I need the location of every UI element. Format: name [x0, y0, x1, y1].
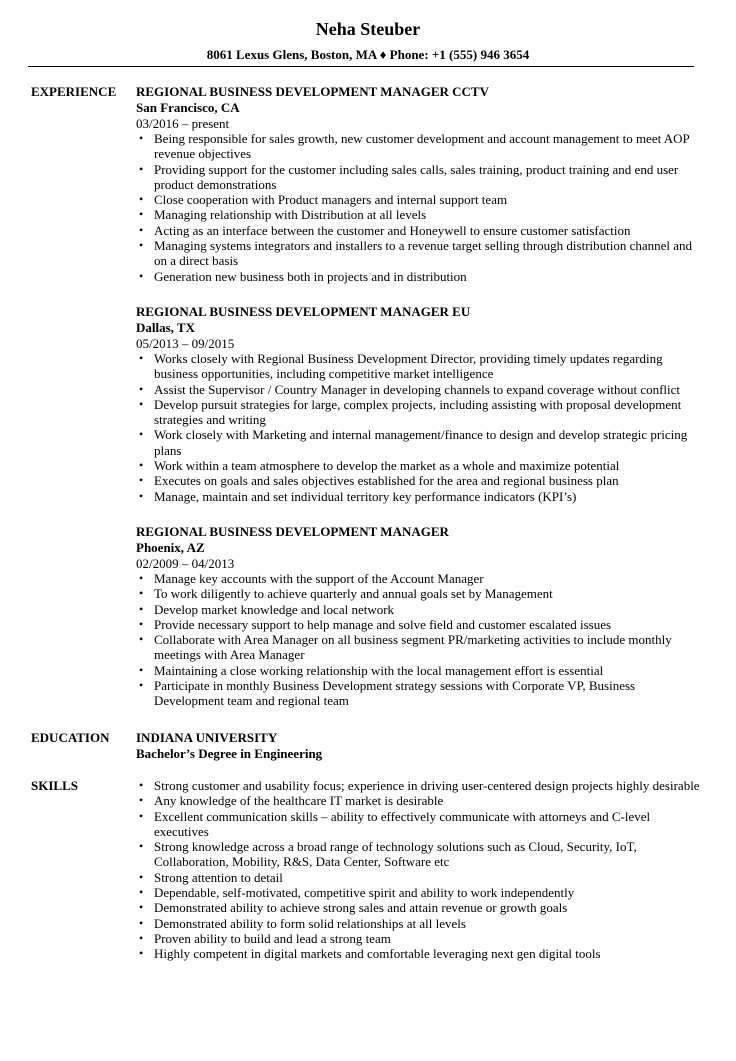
bullet-text: Demonstrated ability to achieve strong sales and attain revenue or growth goals — [154, 900, 568, 916]
bullet-text: Assist the Supervisor / Country Manager in developing channels to expand coverage without conflict — [154, 381, 681, 397]
bullet-text: Manage, maintain and set individual territory key performance indicators (KPI’s) — [154, 488, 577, 504]
list-item — [136, 617, 704, 632]
bullet-icon: • — [139, 268, 144, 283]
bullet-text: Acting as an interface between the customer and Honeywell to ensure customer satisfaction — [154, 222, 631, 238]
skills-bullet-list — [136, 778, 704, 962]
skills-entry — [136, 778, 704, 962]
bullet-text: Dependable, self-motivated, competitive spirit and ability to work independently — [154, 885, 575, 901]
bullet-icon: • — [139, 915, 144, 930]
bullet-icon: • — [139, 808, 144, 823]
education-heading: EDUCATION — [31, 730, 110, 745]
bullet-icon: • — [139, 161, 144, 176]
list-item — [136, 678, 704, 709]
list-item — [136, 269, 704, 284]
bullet-text: Highly competent in digital markets and comfortable leveraging next gen digital tools — [154, 946, 601, 962]
bullet-text: Providing support for the customer including sales calls, sales training, product training and end user product demonstrations — [154, 161, 679, 192]
list-item — [136, 207, 704, 222]
bullet-text: Participate in monthly Business Development strategy sessions with Corporate VP, Business Development team and regional team — [154, 678, 636, 709]
job-bullet-list — [136, 131, 704, 284]
bullet-icon: • — [139, 662, 144, 677]
bullet-icon: • — [139, 396, 144, 411]
bullet-text: Strong customer and usability focus; experience in driving user-centered design projects highly desirable — [154, 778, 700, 793]
bullet-text: Work within a team atmosphere to develop the market as a whole and maximize potential — [154, 458, 620, 474]
bullet-icon: • — [139, 427, 144, 442]
job-entry — [136, 84, 704, 284]
bullet-icon: • — [139, 131, 144, 145]
bullet-icon: • — [139, 632, 144, 647]
bullet-icon: • — [139, 839, 144, 854]
list-item — [136, 238, 704, 269]
bullet-icon: • — [139, 458, 144, 473]
list-item — [136, 382, 704, 397]
job-bullet-list — [136, 351, 704, 504]
bullet-text: Collaborate with Area Manager on all business segment PR/marketing activities to include monthly meetings with Area Manager — [154, 632, 672, 663]
list-item — [136, 131, 704, 162]
bullet-icon: • — [139, 900, 144, 915]
bullet-text: Excellent communication skills – ability to effectively communicate with attorneys and C-level executives — [154, 808, 651, 839]
bullet-text: Managing systems integrators and installers to a revenue target selling through distribution channel and on a direct basis — [154, 238, 693, 269]
list-item — [136, 839, 704, 870]
job-title: REGIONAL BUSINESS DEVELOPMENT MANAGER — [136, 524, 449, 539]
list-item — [136, 793, 704, 808]
bullet-icon: • — [139, 351, 144, 365]
bullet-icon: • — [139, 586, 144, 601]
bullet-text: Provide necessary support to help manage and solve field and customer escalated issues — [154, 616, 612, 632]
job-dates: 05/2013 – 09/2015 — [136, 336, 235, 351]
bullet-text: Executes on goals and sales objectives established for the area and regional business plan — [154, 473, 619, 489]
bullet-text: Work closely with Marketing and internal management/finance to design and develop strategic pricing plans — [154, 427, 688, 458]
bullet-icon: • — [139, 601, 144, 616]
bullet-icon: • — [139, 946, 144, 961]
bullet-text: Manage key accounts with the support of the Account Manager — [154, 571, 484, 586]
bullet-text: Strong attention to detail — [154, 869, 283, 885]
list-item — [136, 900, 704, 915]
bullet-text: Strong knowledge across a broad range of technology solutions such as Cloud, Security, IoT, Collaboration, Mobility, R&S, Data Center, Software etc — [154, 839, 637, 870]
bullet-text: Proven ability to build and lead a strong team — [154, 930, 391, 946]
list-item — [136, 458, 704, 473]
bullet-icon: • — [139, 869, 144, 884]
bullet-icon: • — [139, 222, 144, 237]
bullet-icon: • — [139, 885, 144, 900]
list-item — [136, 397, 704, 428]
bullet-text: Managing relationship with Distribution at all levels — [154, 207, 427, 223]
bullet-icon: • — [139, 778, 144, 792]
experience-heading: EXPERIENCE — [31, 84, 117, 99]
list-item — [136, 916, 704, 931]
bullet-text: To work diligently to achieve quarterly and annual goals set by Management — [154, 586, 553, 602]
bullet-icon: • — [139, 473, 144, 488]
list-item — [136, 931, 704, 946]
bullet-text: Being responsible for sales growth, new customer development and account management to meet AOP revenue objectives — [154, 131, 690, 162]
degree: Bachelor’s Degree in Engineering — [136, 746, 323, 761]
job-location: Phoenix, AZ — [136, 540, 205, 555]
bullet-icon: • — [139, 571, 144, 585]
bullet-text: Close cooperation with Product managers and internal support team — [154, 192, 508, 208]
list-item — [136, 162, 704, 193]
bullet-text: Any knowledge of the healthcare IT market is desirable — [154, 793, 444, 809]
bullet-icon: • — [139, 488, 144, 503]
bullet-icon: • — [139, 238, 144, 253]
job-dates: 03/2016 – present — [136, 116, 230, 131]
bullet-icon: • — [139, 793, 144, 808]
list-item — [136, 885, 704, 900]
job-entry — [136, 304, 704, 504]
list-item — [136, 192, 704, 207]
job-entry — [136, 524, 704, 709]
bullet-text: Demonstrated ability to form solid relationships at all levels — [154, 915, 466, 931]
bullet-text: Develop pursuit strategies for large, complex projects, including assisting with proposal development strategies and writing — [154, 396, 682, 428]
skills-heading: SKILLS — [31, 778, 78, 793]
resume-header — [0, 18, 736, 63]
list-item — [136, 632, 704, 663]
bullet-icon: • — [139, 616, 144, 631]
header-divider — [28, 66, 694, 67]
job-location: Dallas, TX — [136, 320, 195, 335]
bullet-icon: • — [139, 381, 144, 396]
list-item — [136, 870, 704, 885]
job-title: REGIONAL BUSINESS DEVELOPMENT MANAGER CCTV — [136, 84, 489, 99]
education-entry — [136, 730, 704, 762]
list-item — [136, 489, 704, 504]
bullet-text: Develop market knowledge and local network — [154, 601, 395, 617]
bullet-icon: • — [139, 207, 144, 222]
bullet-icon: • — [139, 678, 144, 693]
list-item — [136, 663, 704, 678]
list-item — [136, 809, 704, 840]
job-title: REGIONAL BUSINESS DEVELOPMENT MANAGER EU — [136, 304, 471, 319]
list-item — [136, 778, 704, 793]
contact-line: 8061 Lexus Glens, Boston, MA ♦ Phone: +1 (555) 946 3654 — [206, 47, 530, 62]
list-item — [136, 427, 704, 458]
list-item — [136, 946, 704, 961]
list-item — [136, 571, 704, 586]
school-name: INDIANA UNIVERSITY — [136, 730, 278, 745]
bullet-text: Generation new business both in projects and in distribution — [154, 268, 467, 284]
job-bullet-list — [136, 571, 704, 709]
bullet-text: Works closely with Regional Business Development Director, providing timely updates regarding business opportunities, including competitive market intelligence — [154, 351, 663, 382]
job-location: San Francisco, CA — [136, 100, 240, 115]
list-item — [136, 473, 704, 488]
list-item — [136, 586, 704, 601]
bullet-icon: • — [139, 930, 144, 945]
bullet-icon: • — [139, 192, 144, 207]
bullet-text: Maintaining a close working relationship with the local management effort is essential — [154, 662, 604, 678]
candidate-name: Neha Steuber — [315, 19, 421, 39]
list-item — [136, 602, 704, 617]
list-item — [136, 223, 704, 238]
list-item — [136, 351, 704, 382]
job-dates: 02/2009 – 04/2013 — [136, 556, 235, 571]
